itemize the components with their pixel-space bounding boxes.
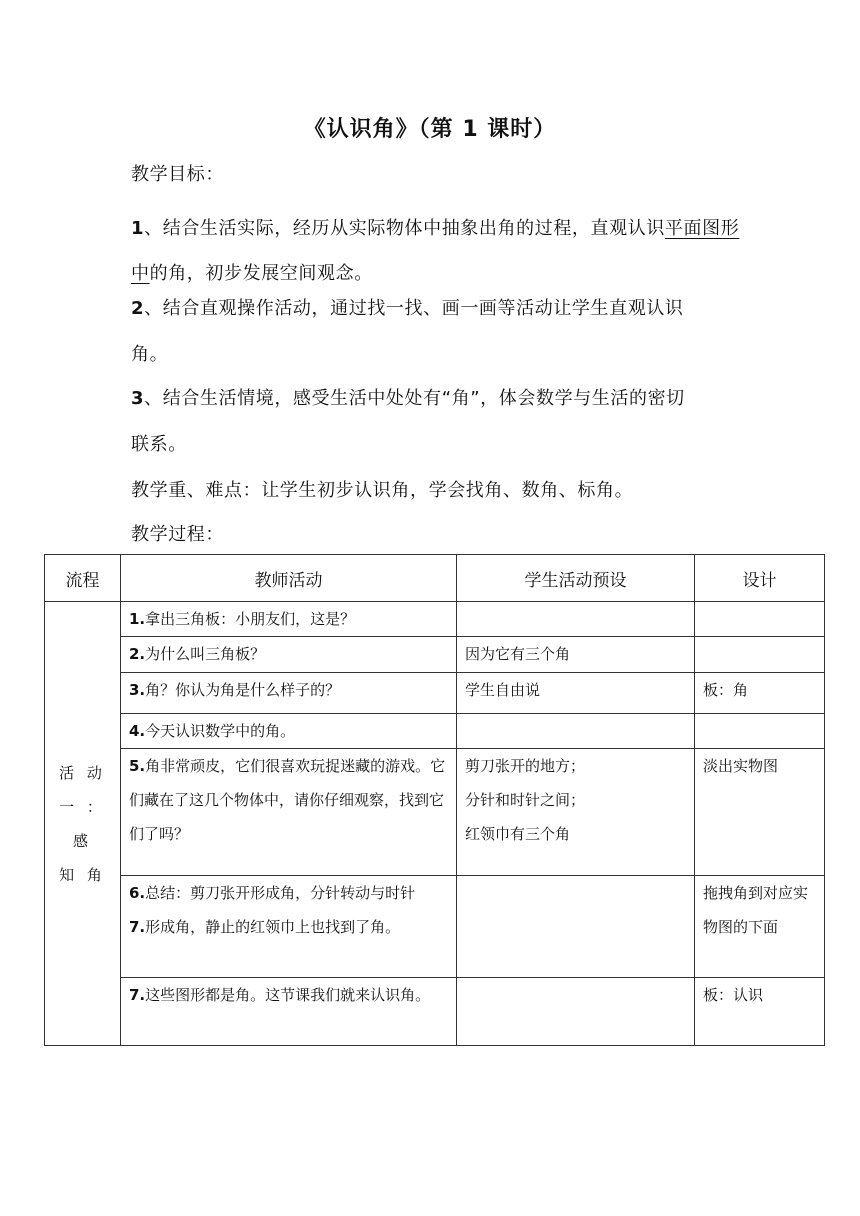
teacher-cell	[121, 978, 457, 1046]
student-cell: 因为它有三个角	[457, 637, 695, 673]
student-cell	[457, 749, 695, 876]
goals-heading: 教学目标：	[131, 164, 224, 185]
goal-1-number: 1	[131, 218, 145, 239]
design-cell	[695, 637, 825, 673]
stage-line: 活 动	[59, 763, 106, 782]
student-line: 分针和时针之间；	[465, 791, 586, 809]
teacher-text: 角非常顽皮，它们很喜欢玩捉迷藏的游戏。它们藏在了这几个物体中，请你仔细观察，找到它们了吗？	[129, 757, 446, 843]
header-student-activity: 学生活动预设	[457, 555, 695, 602]
step-number: 6.	[129, 884, 146, 902]
step-number: 7.	[129, 918, 146, 936]
goal-2-line-2: 角。	[131, 344, 169, 365]
step-number: 4.	[129, 722, 146, 740]
goal-1-underlined-a: 平	[664, 218, 684, 239]
stage-cell	[45, 602, 121, 1046]
lesson-process-table	[44, 554, 825, 1046]
teacher-cell	[121, 637, 457, 673]
design-cell: 拖拽角到对应实物图的下面	[695, 876, 825, 978]
goal-1-underlined-b: 面图形中	[131, 218, 740, 284]
teacher-text: 为什么叫三角板？	[145, 645, 266, 663]
goal-3	[131, 384, 741, 410]
goal-1	[131, 206, 741, 296]
step-number: 1.	[129, 610, 146, 628]
teacher-text: 角？你认为角是什么样子的？	[145, 681, 341, 699]
student-cell	[457, 602, 695, 637]
teacher-text: 总结：剪刀张开形成角，分针转动与时针	[145, 884, 416, 902]
design-cell	[695, 714, 825, 749]
student-cell	[457, 876, 695, 978]
goal-2-number: 2	[131, 298, 145, 319]
stage-line: 一 ：感	[59, 797, 106, 850]
goal-1-text-a: 、结合生活实际，经历从实际物体中抽象出角的过程，直观认识	[144, 218, 665, 239]
header-teacher-activity: 教师活动	[121, 555, 457, 602]
teacher-text: 今天认识数学中的角。	[145, 722, 296, 740]
student-line: 红领巾有三个角	[465, 825, 571, 843]
design-cell: 板：认识	[695, 978, 825, 1046]
design-cell	[695, 602, 825, 637]
goal-3-number: 3	[131, 388, 145, 409]
student-cell	[457, 978, 695, 1046]
step-number: 5.	[129, 757, 146, 775]
table-row	[45, 714, 825, 749]
teacher-text: 形成角，静止的红领巾上也找到了角。	[145, 918, 401, 936]
table-row	[45, 978, 825, 1046]
teacher-cell	[121, 876, 457, 978]
teacher-text: 拿出三角板：小朋友们，这是？	[145, 610, 356, 628]
teacher-text: 这些图形都是角。这节课我们就来认识角。	[145, 986, 431, 1004]
goal-2-line-1: 、结合直观操作活动，通过找一找、画一画等活动让学生直观认识	[144, 298, 684, 319]
teacher-cell	[121, 714, 457, 749]
document-title: 《认识角》（第 1 课时）	[303, 117, 557, 142]
step-number: 3.	[129, 681, 146, 699]
student-cell	[457, 714, 695, 749]
design-cell: 板：角	[695, 673, 825, 714]
student-line: 剪刀张开的地方；	[465, 757, 586, 775]
teacher-cell	[121, 749, 457, 876]
step-number: 2.	[129, 645, 146, 663]
stage-line: 知 角	[59, 865, 106, 884]
table-header-row	[45, 555, 825, 602]
table-row	[45, 673, 825, 714]
process-heading: 教学过程：	[131, 524, 224, 545]
student-cell: 学生自由说	[457, 673, 695, 714]
goal-3-line-2: 联系。	[131, 434, 187, 455]
teacher-cell	[121, 602, 457, 637]
header-process: 流程	[45, 555, 121, 602]
teacher-cell	[121, 673, 457, 714]
goal-2	[131, 294, 741, 320]
table-row	[45, 637, 825, 673]
table-row	[45, 602, 825, 637]
design-cell: 淡出实物图	[695, 749, 825, 876]
goal-1-text-b: 的角，初步发展空间观念。	[149, 263, 373, 284]
header-design: 设计	[695, 555, 825, 602]
goal-3-line-1: 、结合生活情境，感受生活中处处有“角”，体会数学与生活的密切	[144, 388, 685, 409]
key-points: 教学重、难点：让学生初步认识角，学会找角、数角、标角。	[131, 480, 634, 501]
table-row	[45, 876, 825, 978]
step-number: 7.	[129, 986, 146, 1004]
table-row	[45, 749, 825, 876]
